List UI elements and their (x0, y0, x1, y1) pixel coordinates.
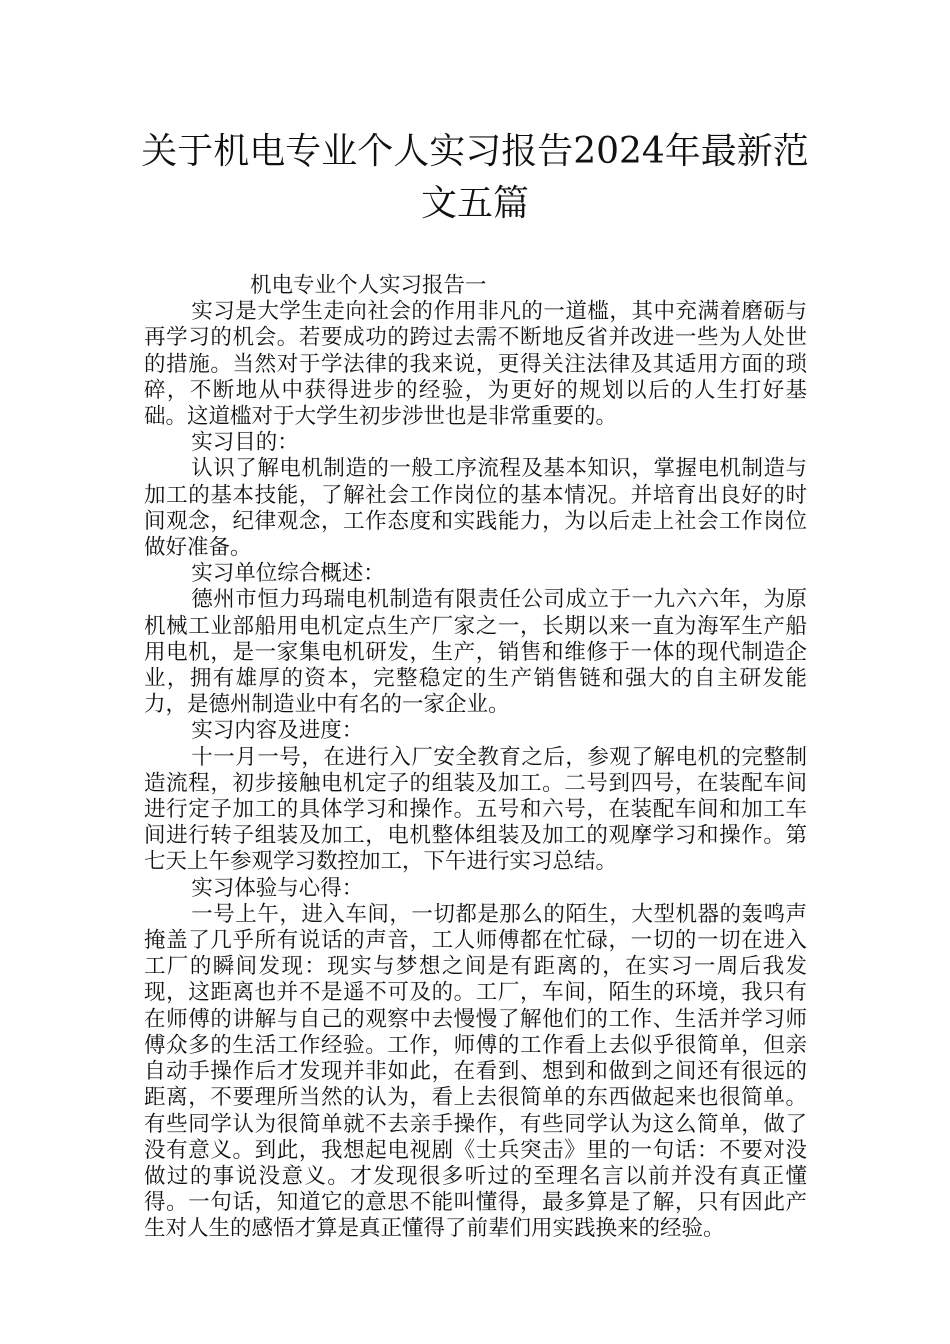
paragraph-intro: 实习是大学生走向社会的作用非凡的一道槛，其中充满着磨砺与再学习的机会。若要成功的跨过去需不断地反省并改进一些为人处世的措施。当然对于学法律的我来说，更得关注法律及其适用方面的琐碎，不断地从中获得进步的经验，为更好的规划以后的人生打好基础。这道槛对于大学生初步涉世也是非常重要的。 (144, 299, 807, 430)
section-heading-company-overview: 实习单位综合概述： (191, 561, 385, 587)
paragraph-purpose: 认识了解电机制造的一般工序流程及基本知识，掌握电机制造与加工的基本技能，了解社会工作岗位的基本情况。并培育出良好的时间观念，纪律观念，工作态度和实践能力，为以后走上社会工作岗位做好准备。 (144, 456, 807, 561)
document-subtitle: 机电专业个人实习报告一 (250, 273, 487, 298)
section-heading-purpose: 实习目的： (191, 430, 299, 456)
paragraph-content-progress: 十一月一号，在进行入厂安全教育之后，参观了解电机的完整制造流程，初步接触电机定子的组装及加工。二号到四号，在装配车间进行定子加工的具体学习和操作。五号和六号，在装配车间和加工车间进行转子组装及加工，电机整体组装及加工的观摩学习和操作。第七天上午参观学习数控加工，下午进行实习总结。 (144, 744, 807, 875)
paragraph-experience: 一号上午，进入车间，一切都是那么的陌生，大型机器的轰鸣声掩盖了几乎所有说话的声音，工人师傅都在忙碌，一切的一切在进入工厂的瞬间发现：现实与梦想之间是有距离的，在实习一周后我发现，这距离也并不是遥不可及的。工厂，车间，陌生的环境，我只有在师傅的讲解与自己的观察中去慢慢了解他们的工作、生活并学习师傅众多的生活工作经验。工作，师傅的工作看上去似乎很简单，但亲自动手操作后才发现并非如此，在看到、想到和做到之间还有很远的距离，不要理所当然的认为，看上去很简单的东西做起来也很简单。有些同学认为很简单就不去亲手操作，有些同学认为这么简单，做了没有意义。到此，我想起电视剧《士兵突击》里的一句话：不要对没做过的事说没意义。才发现很多听过的至理名言以前并没有真正懂得。一句话，知道它的意思不能叫懂得，最多算是了解，只有因此产生对人生的感悟才算是真正懂得了前辈们用实践换来的经验。 (144, 901, 807, 1242)
section-heading-experience: 实习体验与心得： (191, 875, 364, 901)
paragraph-company-overview: 德州市恒力玛瑞电机制造有限责任公司成立于一九六六年，为原机械工业部船用电机定点生产厂家之一，长期以来一直为海军生产船用电机，是一家集电机研发，生产，销售和维修于一体的现代制造企业，拥有雄厚的资本，完整稳定的生产销售链和强大的自主研发能力，是德州制造业中有名的一家企业。 (144, 587, 807, 718)
document-title: 关于机电专业个人实习报告2024年最新范文五篇 (141, 131, 809, 224)
document-body (144, 273, 807, 1243)
section-heading-content-progress: 实习内容及进度： (191, 718, 364, 744)
